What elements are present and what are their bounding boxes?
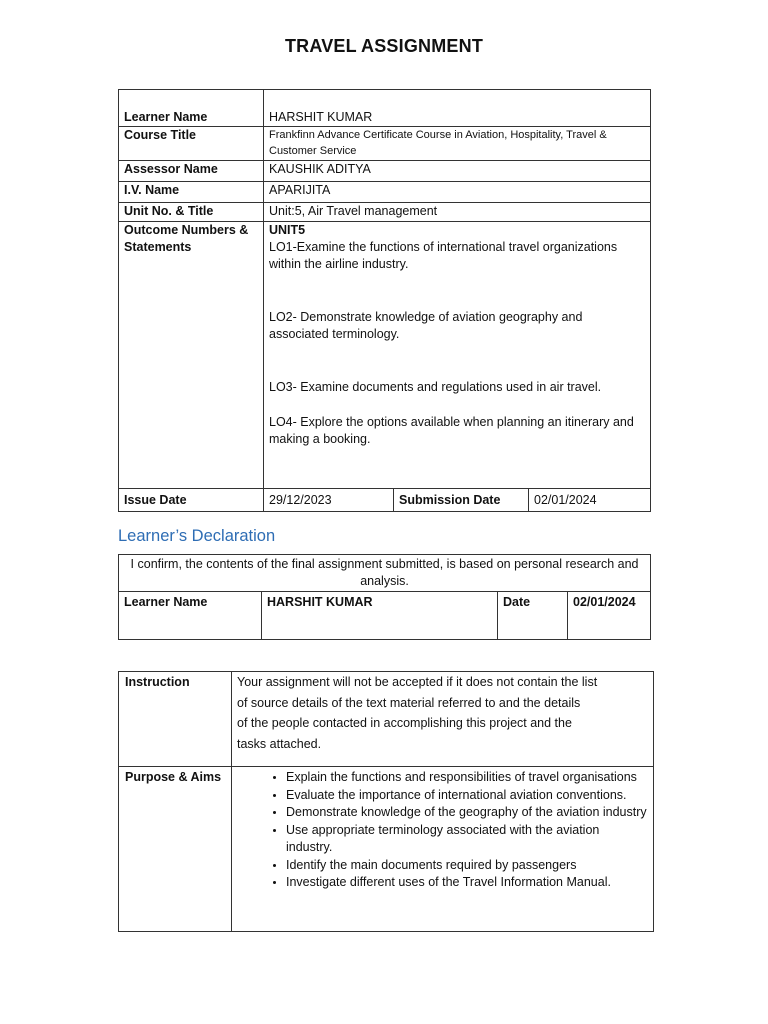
aims-cell [232, 767, 654, 932]
declaration-table [118, 554, 651, 640]
declaration-signature-row [119, 592, 651, 640]
outcome-lo3: LO3- Examine documents and regulations used in air travel. [269, 380, 602, 394]
instruction-line: of the people contacted in accomplishing this project and the [237, 716, 572, 730]
aim-item: • Use appropriate terminology associated with the aviation industry. [286, 822, 647, 857]
course-title-label: Course Title [119, 127, 264, 161]
outcome-unit: UNIT5 [269, 223, 306, 237]
unit-label: Unit No. & Title [119, 203, 264, 222]
page-title: TRAVEL ASSIGNMENT [284, 36, 484, 56]
unit-row [119, 203, 651, 222]
declaration-learner-name: HARSHIT KUMAR [262, 592, 498, 640]
course-title-row [119, 127, 651, 161]
assessor-name-label: Assessor Name [119, 161, 264, 182]
assignment-details-table [118, 89, 651, 512]
instruction-text [232, 672, 654, 767]
course-title-value: Frankfinn Advance Certificate Course in Aviation, Hospitality, Travel & Customer Service [264, 127, 651, 161]
instruction-line: tasks attached. [237, 736, 322, 751]
instruction-row [119, 672, 654, 767]
instructions-table [118, 671, 654, 932]
learner-name-label: Learner Name [119, 90, 264, 127]
submission-date-label: Submission Date [394, 489, 529, 512]
declaration-statement: I confirm, the contents of the final assignment submitted, is based on personal research and analysis. [119, 555, 651, 592]
outcome-row [119, 222, 651, 489]
declaration-heading: Learner’s Declaration [118, 527, 276, 545]
purpose-label: Purpose & Aims [119, 767, 232, 932]
aim-item: • Identify the main documents required by passengers [286, 857, 647, 875]
iv-name-row [119, 182, 651, 203]
outcome-lo4: LO4- Explore the options available when planning an itinerary and making a booking. [269, 415, 634, 446]
assessor-name-row [119, 161, 651, 182]
instruction-line: of source details of the text material referred to and the details [237, 695, 581, 710]
aim-item: • Investigate different uses of the Travel Information Manual. [286, 874, 647, 892]
learner-name-row [119, 90, 651, 127]
outcome-lo2: LO2- Demonstrate knowledge of aviation geography and associated terminology. [269, 310, 583, 341]
instruction-label: Instruction [119, 672, 232, 767]
declaration-date-label: Date [498, 592, 568, 640]
outcome-label: Outcome Numbers & Statements [119, 222, 264, 489]
iv-name-label: I.V. Name [119, 182, 264, 203]
unit-value: Unit:5, Air Travel management [264, 203, 651, 222]
outcome-statements [264, 222, 651, 489]
learner-name-value: HARSHIT KUMAR [264, 90, 651, 127]
submission-date-value: 02/01/2024 [529, 489, 651, 512]
aim-item: • Evaluate the importance of international aviation conventions. [286, 787, 647, 805]
declaration-learner-label: Learner Name [119, 592, 262, 640]
assessor-name-value: KAUSHIK ADITYA [264, 161, 651, 182]
declaration-date: 02/01/2024 [568, 592, 651, 640]
purpose-row [119, 767, 654, 932]
instruction-line: Your assignment will not be accepted if it does not contain the list [237, 675, 598, 689]
iv-name-value: APARIJITA [264, 182, 651, 203]
issue-date-label: Issue Date [119, 489, 264, 512]
aims-list [238, 769, 647, 892]
dates-row [119, 489, 651, 512]
aim-item: • Demonstrate knowledge of the geography of the aviation industry [286, 804, 647, 822]
declaration-statement-row [119, 555, 651, 592]
outcome-lo1: LO1-Examine the functions of international travel organizations within the airline industry. [269, 240, 618, 271]
aim-item: • Explain the functions and responsibilities of travel organisations [286, 769, 647, 787]
issue-date-value: 29/12/2023 [264, 489, 394, 512]
